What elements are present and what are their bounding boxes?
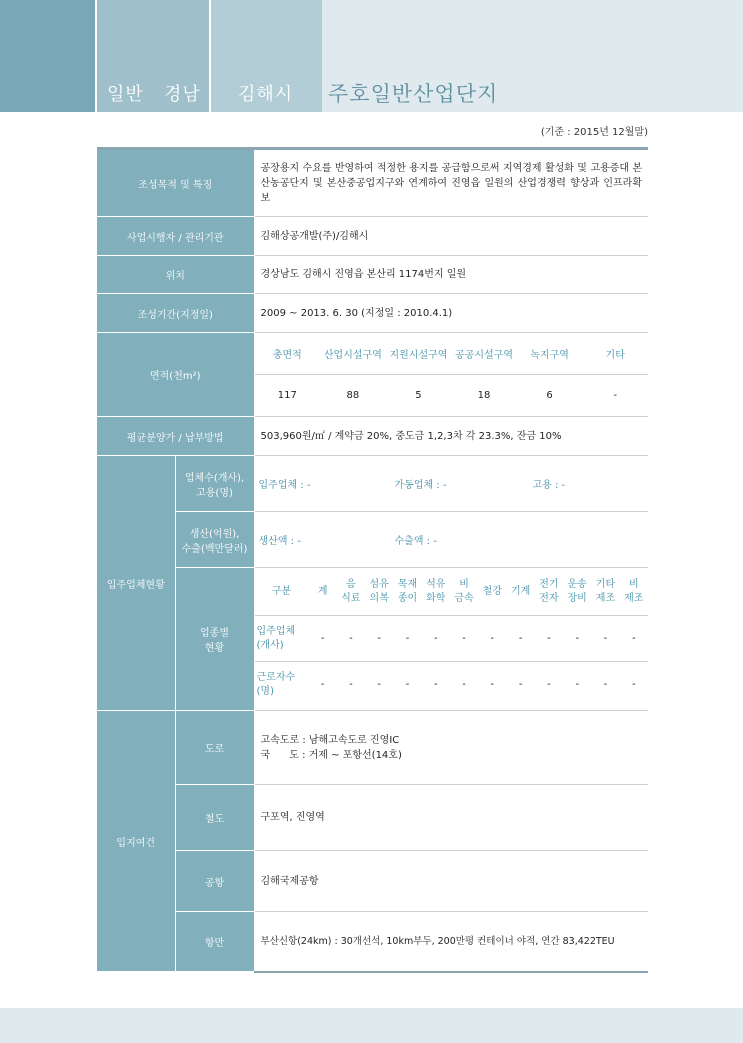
value-road <box>254 711 648 785</box>
industry-cell: - <box>506 616 534 662</box>
area-header: 지원시설구역 <box>386 334 452 375</box>
industry-cell: - <box>575 679 579 691</box>
industry-column-header-line1: 전기 <box>539 579 559 591</box>
label-industry <box>175 568 254 711</box>
value-rail: 구포역, 진영역 <box>254 785 648 851</box>
header-city: 김해시 <box>238 84 294 105</box>
industry-column-header-line1: 비 <box>459 579 469 591</box>
label-airport: 공항 <box>175 851 254 912</box>
industry-row-label-line2: (개사) <box>256 639 284 651</box>
industry-column-header-line1: 철강 <box>482 586 502 598</box>
industry-column-header-line2: 제조 <box>595 593 616 605</box>
industry-cell: - <box>405 679 410 691</box>
label-area: 면적(천m²) <box>97 333 254 417</box>
industry-column-header-line1: 석유 <box>426 579 446 591</box>
area-header: 기타 <box>582 334 648 375</box>
industry-column-header <box>450 570 478 616</box>
label-industry-line2: 현황 <box>204 643 225 654</box>
area-value: - <box>613 389 618 401</box>
area-value: 5 <box>415 389 422 401</box>
employment-count: 고용 : - <box>532 480 566 491</box>
label-companies <box>175 456 254 512</box>
industry-col-header: 구분 <box>255 570 309 616</box>
value-airport: 김해국제공항 <box>254 851 648 912</box>
row-price <box>97 417 648 456</box>
industry-cell: - <box>478 616 506 662</box>
industry-column-header <box>422 570 450 616</box>
industry-row-label-line1: 입주업체 <box>256 625 296 637</box>
footer-band <box>0 1008 743 1043</box>
industry-column-header-line2: 전자 <box>539 593 559 605</box>
industry-cell: - <box>591 616 619 662</box>
industry-column-header <box>620 570 648 616</box>
industry-column-header-line1: 목재 <box>397 579 418 591</box>
industry-column-header-line1: 기계 <box>510 586 531 598</box>
industry-cell: - <box>518 679 523 691</box>
industry-column-header <box>365 570 393 616</box>
row-operator <box>97 217 648 256</box>
row-purpose <box>97 149 648 217</box>
area-header: 총면적 <box>255 334 321 375</box>
row-airport <box>97 851 648 912</box>
industry-row-label-line2: (명) <box>256 686 274 698</box>
industry-cell: - <box>462 679 466 691</box>
industry-column-header-line2: 화학 <box>426 593 446 605</box>
industry-column-header-line1: 비 <box>628 579 639 591</box>
area-header: 녹지구역 <box>517 334 583 375</box>
industry-column-header <box>563 570 591 616</box>
value-port: 부산신항(24km) : 30개선석, 10km부두, 200만평 컨테이너 야적, 연간 83,422TEU <box>254 912 648 972</box>
row-location <box>97 256 648 294</box>
row-period <box>97 294 648 333</box>
label-production <box>175 512 254 568</box>
industry-cell: - <box>535 616 563 662</box>
basis-date: (기준 : 2015년 12월말) <box>540 127 648 138</box>
industry-column-header-line1: 운송 <box>567 579 587 591</box>
header-band <box>0 0 743 112</box>
industry-cell: - <box>433 679 438 691</box>
industry-column-header <box>309 570 337 616</box>
industry-column-header-line1: 기타 <box>595 579 616 591</box>
industry-table <box>255 570 649 709</box>
industry-column-header <box>337 570 365 616</box>
label-location: 위치 <box>97 256 254 294</box>
industry-cell: - <box>349 679 353 691</box>
row-companies <box>97 456 648 512</box>
industry-cell: - <box>365 616 393 662</box>
info-table <box>97 147 648 973</box>
label-road: 도로 <box>175 711 254 785</box>
export-value: 수출액 : - <box>394 536 437 547</box>
industry-column-header <box>478 570 506 616</box>
label-period: 조성기간(지정일) <box>97 294 254 333</box>
industry-column-header-line2: 식료 <box>341 593 361 605</box>
industry-cell: - <box>393 616 421 662</box>
label-price: 평균분양가 / 납부방법 <box>97 417 254 456</box>
header-category: 일반 <box>107 84 144 105</box>
value-road-line1: 고속도로 : 남해고속도로 진영IC <box>260 734 400 746</box>
industry-column-header-line1: 섬유 <box>369 579 389 591</box>
production-value: 생산액 : - <box>258 536 301 547</box>
area-value: 88 <box>346 389 360 401</box>
industry-cell: - <box>547 679 551 691</box>
label-production-line1: 생산(억원), <box>189 528 240 540</box>
label-companies-line1: 업체수(개사), <box>184 472 245 484</box>
value-price: 503,960원/㎡ / 계약금 20%, 중도금 1,2,3차 각 23.3%, 잔금 10% <box>254 417 648 456</box>
industry-cell: - <box>620 616 648 662</box>
value-location: 경상남도 김해시 진영읍 본산리 1174번지 일원 <box>254 256 648 294</box>
industry-cell: - <box>450 616 478 662</box>
industry-cell: - <box>309 616 337 662</box>
industry-cell: - <box>320 679 325 691</box>
industry-column-header <box>506 570 534 616</box>
area-header: 공공시설구역 <box>451 334 517 375</box>
industry-column-header-line2: 종이 <box>397 593 418 605</box>
industry-cell: - <box>337 616 365 662</box>
page-title: 주호일반산업단지 <box>328 82 499 106</box>
label-location-conditions: 입지여건 <box>97 711 175 972</box>
operating-count: 가동업체 : - <box>394 480 447 491</box>
row-port <box>97 912 648 972</box>
industry-row-label <box>255 616 309 662</box>
label-companies-line2: 고용(명) <box>196 487 233 499</box>
tenant-count: 입주업체 : - <box>258 480 311 491</box>
label-operator: 사업시행자 / 관리기관 <box>97 217 254 256</box>
industry-column-header-line2: 장비 <box>567 593 587 605</box>
industry-column-header-line1: 계 <box>317 586 328 598</box>
row-production <box>97 512 648 568</box>
label-port: 항만 <box>175 912 254 972</box>
industry-cell: - <box>632 679 636 691</box>
label-production-line2: 수출(백만달러) <box>181 543 248 555</box>
label-industry-line1: 업종별 <box>200 628 229 639</box>
industry-column-header-line2: 제조 <box>624 593 644 605</box>
row-area <box>97 333 648 417</box>
label-purpose: 조성목적 및 특징 <box>97 149 254 217</box>
area-value: 18 <box>477 389 491 401</box>
industry-column-header <box>393 570 421 616</box>
row-rail <box>97 785 648 851</box>
industry-column-header <box>591 570 619 616</box>
label-status: 입주업체현황 <box>97 456 175 711</box>
label-rail: 철도 <box>175 785 254 851</box>
industry-column-header-line2: 금속 <box>454 593 474 605</box>
header-block-1 <box>0 0 95 112</box>
industry-cell: - <box>422 616 450 662</box>
row-industry <box>97 568 648 711</box>
industry-cell: - <box>563 616 591 662</box>
header-region: 경남 <box>164 84 201 105</box>
area-header: 산업시설구역 <box>320 334 386 375</box>
industry-column-header-line2: 의복 <box>369 593 389 605</box>
row-road <box>97 711 648 785</box>
industry-column-header-line1: 음 <box>346 579 356 591</box>
industry-column-header <box>535 570 563 616</box>
industry-cell: - <box>603 679 608 691</box>
value-operator: 김해상공개발(주)/김해시 <box>254 217 648 256</box>
industry-cell: - <box>490 679 495 691</box>
value-period: 2009 ~ 2013. 6. 30 (지정일 : 2010.4.1) <box>254 294 648 333</box>
value-road-line2: 국 도 : 거제 ~ 포항선(14호) <box>260 749 402 761</box>
area-table <box>255 334 649 416</box>
area-value: 117 <box>277 389 297 401</box>
value-purpose: 공장용지 수요를 반영하여 적정한 용지를 공급함으로써 지역경제 활성화 및 고용증대 본산농공단지 및 본산중공업지구와 연계하여 진영읍 일원의 산업경쟁력 향상과 인프라확보 <box>254 149 648 217</box>
area-value: 6 <box>546 389 553 401</box>
industry-row-label <box>255 662 309 709</box>
industry-cell: - <box>377 679 382 691</box>
industry-row-label-line1: 근로자수 <box>256 672 296 684</box>
